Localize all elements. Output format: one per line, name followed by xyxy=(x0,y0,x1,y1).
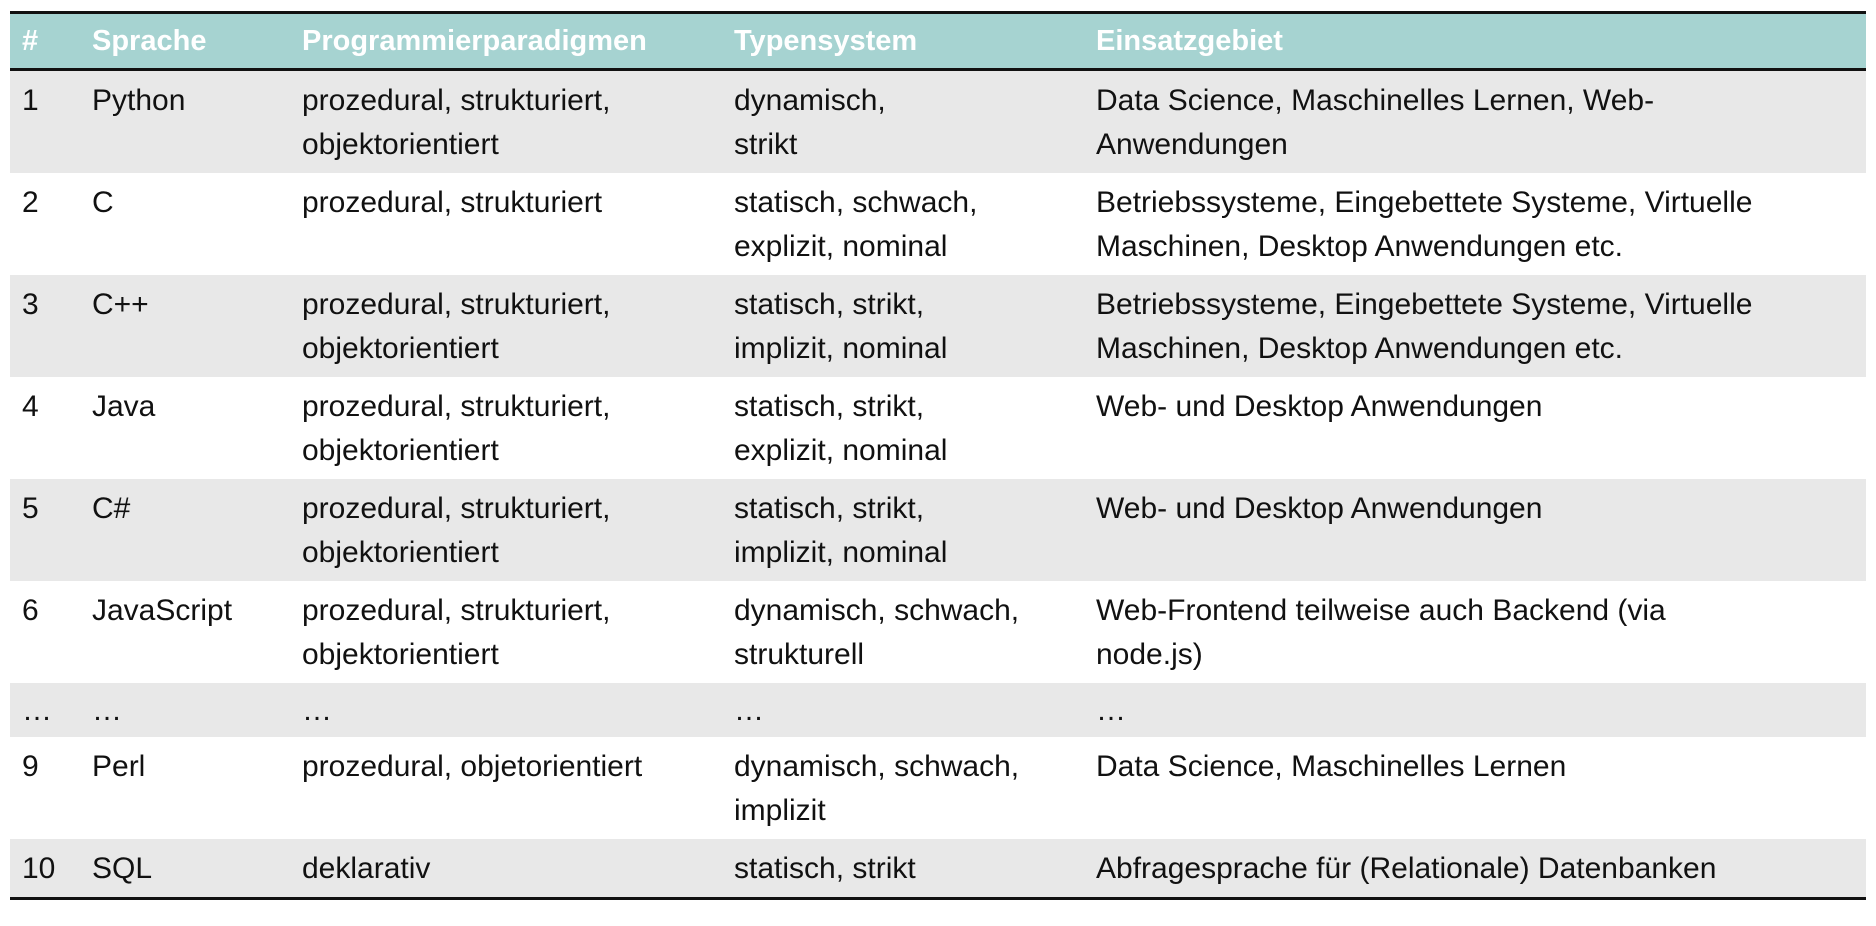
cell-language: Perl xyxy=(92,750,146,783)
cell-line: dynamisch, xyxy=(734,84,886,117)
cell-line: implizit xyxy=(734,794,826,827)
cell-line: explizit, nominal xyxy=(734,230,948,263)
cell-paradigms xyxy=(290,839,722,899)
cell-line: implizit, nominal xyxy=(734,332,948,365)
cell-type-system xyxy=(722,683,1084,737)
cell-paradigms xyxy=(290,683,722,737)
cell-paradigms xyxy=(290,173,722,275)
cell-language: C# xyxy=(92,492,131,525)
header-language: Sprache xyxy=(80,13,290,70)
cell-line: strukturell xyxy=(734,638,865,671)
cell-use-case xyxy=(1084,275,1866,377)
cell-line: dynamisch, schwach, xyxy=(734,594,1020,627)
cell-language: SQL xyxy=(92,852,153,885)
cell-line: objektorientiert xyxy=(302,536,499,569)
cell-use-case xyxy=(1084,737,1866,839)
cell-line: objektorientiert xyxy=(302,128,499,161)
cell-line: Betriebssysteme, Eingebettete Systeme, Virtuelle xyxy=(1096,288,1753,321)
cell-num: 10 xyxy=(22,852,56,885)
cell-language: C xyxy=(92,186,114,219)
cell-line: implizit, nominal xyxy=(734,536,948,569)
cell-line: objektorientiert xyxy=(302,332,499,365)
cell-language: C++ xyxy=(92,288,149,321)
header-num: # xyxy=(10,13,80,70)
cell-line: Maschinen, Desktop Anwendungen etc. xyxy=(1096,230,1624,263)
table-row xyxy=(10,275,1866,377)
cell-line: Data Science, Maschinelles Lernen xyxy=(1096,750,1567,783)
cell-line: Web- und Desktop Anwendungen xyxy=(1096,390,1543,423)
cell-type-system xyxy=(722,275,1084,377)
cell-line: prozedural, strukturiert xyxy=(302,186,603,219)
languages-table-container xyxy=(10,11,1866,900)
table-row xyxy=(10,377,1866,479)
cell-num: 5 xyxy=(22,492,39,525)
cell-paradigms xyxy=(290,737,722,839)
cell-use-case xyxy=(1084,377,1866,479)
table-row xyxy=(10,737,1866,839)
cell-line: dynamisch, schwach, xyxy=(734,750,1020,783)
cell-line: explizit, nominal xyxy=(734,434,948,467)
cell-type-system xyxy=(722,173,1084,275)
cell-line: statisch, schwach, xyxy=(734,186,978,219)
cell-paradigms xyxy=(290,377,722,479)
cell-num: 9 xyxy=(22,750,39,783)
cell-language: Python xyxy=(92,84,186,117)
cell-line: statisch, strikt, xyxy=(734,288,925,321)
table-row xyxy=(10,683,1866,737)
cell-use-case xyxy=(1084,839,1866,899)
cell-line: statisch, strikt xyxy=(734,852,916,885)
table-header xyxy=(10,13,1866,70)
cell-use-case xyxy=(1084,683,1866,737)
cell-type-system xyxy=(722,581,1084,683)
cell-use-case xyxy=(1084,173,1866,275)
header-paradigms: Programmierparadigmen xyxy=(290,13,722,70)
cell-type-system xyxy=(722,377,1084,479)
table-body xyxy=(10,70,1866,899)
cell-use-case xyxy=(1084,479,1866,581)
cell-language: Java xyxy=(92,390,156,423)
cell-type-system xyxy=(722,70,1084,174)
table-row xyxy=(10,70,1866,174)
cell-line: prozedural, strukturiert, xyxy=(302,84,611,117)
cell-line: Abfragesprache für (Relationale) Datenbanken xyxy=(1096,852,1717,885)
cell-line: statisch, strikt, xyxy=(734,390,925,423)
table-row xyxy=(10,839,1866,899)
header-row xyxy=(10,13,1866,70)
cell-line: node.js) xyxy=(1096,638,1203,671)
cell-line: Web- und Desktop Anwendungen xyxy=(1096,492,1543,525)
cell-line: prozedural, strukturiert, xyxy=(302,492,611,525)
cell-language: JavaScript xyxy=(92,594,233,627)
cell-paradigms xyxy=(290,70,722,174)
cell-type-system xyxy=(722,839,1084,899)
cell-line: prozedural, strukturiert, xyxy=(302,288,611,321)
cell-num: 3 xyxy=(22,288,39,321)
table-row xyxy=(10,581,1866,683)
cell-line: Anwendungen xyxy=(1096,128,1288,161)
cell-line: Maschinen, Desktop Anwendungen etc. xyxy=(1096,332,1624,365)
cell-line: prozedural, strukturiert, xyxy=(302,594,611,627)
cell-type-system xyxy=(722,479,1084,581)
header-type-system: Typensystem xyxy=(722,13,1084,70)
cell-num: 1 xyxy=(22,84,39,117)
table-row xyxy=(10,173,1866,275)
cell-paradigms xyxy=(290,479,722,581)
cell-num: 2 xyxy=(22,186,39,219)
cell-line: deklarativ xyxy=(302,852,431,885)
cell-paradigms xyxy=(290,581,722,683)
cell-num: 6 xyxy=(22,594,39,627)
cell-paradigms xyxy=(290,275,722,377)
table-row xyxy=(10,479,1866,581)
cell-line: statisch, strikt, xyxy=(734,492,925,525)
header-use-case: Einsatzgebiet xyxy=(1084,13,1866,70)
cell-line: … xyxy=(1096,694,1126,727)
cell-line: objektorientiert xyxy=(302,638,499,671)
cell-line: Web-Frontend teilweise auch Backend (via xyxy=(1096,594,1666,627)
cell-line: prozedural, objetorientiert xyxy=(302,750,643,783)
cell-type-system xyxy=(722,737,1084,839)
cell-line: Betriebssysteme, Eingebettete Systeme, Virtuelle xyxy=(1096,186,1753,219)
cell-line: … xyxy=(302,694,332,727)
cell-line: Data Science, Maschinelles Lernen, Web- xyxy=(1096,84,1655,117)
cell-use-case xyxy=(1084,581,1866,683)
cell-line: objektorientiert xyxy=(302,434,499,467)
languages-table xyxy=(10,11,1866,900)
cell-use-case xyxy=(1084,70,1866,174)
cell-line: … xyxy=(734,694,764,727)
cell-num: 4 xyxy=(22,390,39,423)
cell-line: strikt xyxy=(734,128,798,161)
cell-num: … xyxy=(22,694,52,727)
cell-line: prozedural, strukturiert, xyxy=(302,390,611,423)
cell-language: … xyxy=(92,694,122,727)
